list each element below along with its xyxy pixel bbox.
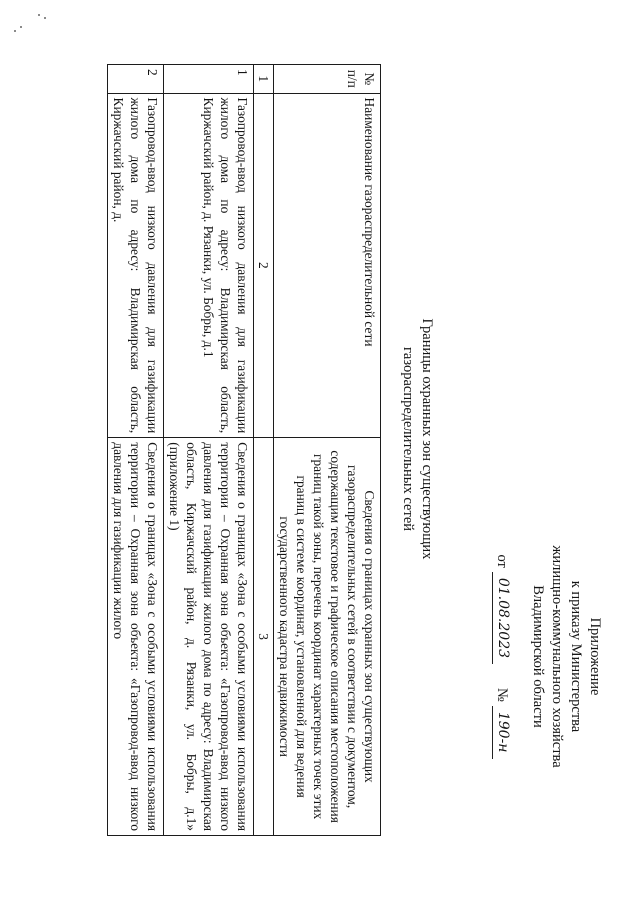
column-number: 2 xyxy=(254,93,274,438)
header-info: Сведения о границах охранных зон существующих газораспределительных сетей в соответствии с документом, содержащим текстовое и графическое описания местоположения границ такой зоны, перечень координат характерных точек этих границ в системе координат, установленной для ведения государственного кадастра недвижимости xyxy=(274,438,381,836)
column-number: 1 xyxy=(254,65,274,94)
row-name: Газопровод-ввод низкого давления для газификации жилого дома по адресу: Владимирская область, Киржачский район, д. Рязанки, ул. Бобры, д.1 xyxy=(164,93,254,438)
order-number: 190-н xyxy=(492,706,512,759)
row-info: Сведения о границах «Зона с особыми условиями использования территории – Охранная зона объекта: «Газопровод-ввод низкого давления для газификации жилого xyxy=(108,438,164,836)
table-header-row xyxy=(274,65,381,836)
header-num: № п/п xyxy=(274,65,381,94)
row-name: Газопровод-ввод низкого давления для газификации жилого дома по адресу: Владимирская область, Киржачский район, д. xyxy=(108,93,164,438)
rotated-document xyxy=(14,24,626,884)
approval-line: к приказу Министерства xyxy=(568,580,584,733)
header-name: Наименование газораспределительной сети xyxy=(274,93,381,438)
row-number: 1 xyxy=(164,65,254,94)
zones-table xyxy=(107,64,381,836)
row-number: 2 xyxy=(108,65,164,94)
title-line: газораспределительных сетей xyxy=(400,346,416,532)
approval-line: жилищно-коммунального хозяйства xyxy=(549,545,565,768)
order-date: 01.08.2023 xyxy=(492,572,512,664)
table-row xyxy=(164,65,254,836)
table-row xyxy=(108,65,164,836)
row-info: Сведения о границах «Зона с особыми условиями использования территории – Охранная зона объекта: «Газопровод-ввод низкого давления для газификации жилого дома по адресу: Владимирская область, Киржачский район, д. Рязанки, ул. Бобры, д.1» (приложение 1) xyxy=(164,438,254,836)
column-number-row xyxy=(254,65,274,836)
approval-block xyxy=(492,489,604,824)
column-number: 3 xyxy=(254,438,274,836)
title-line: Границы охранных зон существующих xyxy=(419,318,435,560)
order-date-number xyxy=(492,489,512,824)
document-title xyxy=(398,204,436,674)
date-prefix: от xyxy=(494,554,510,568)
approval-line: Владимирской области xyxy=(530,585,546,728)
approval-line: Приложение xyxy=(587,617,603,696)
number-prefix: № xyxy=(494,688,510,702)
